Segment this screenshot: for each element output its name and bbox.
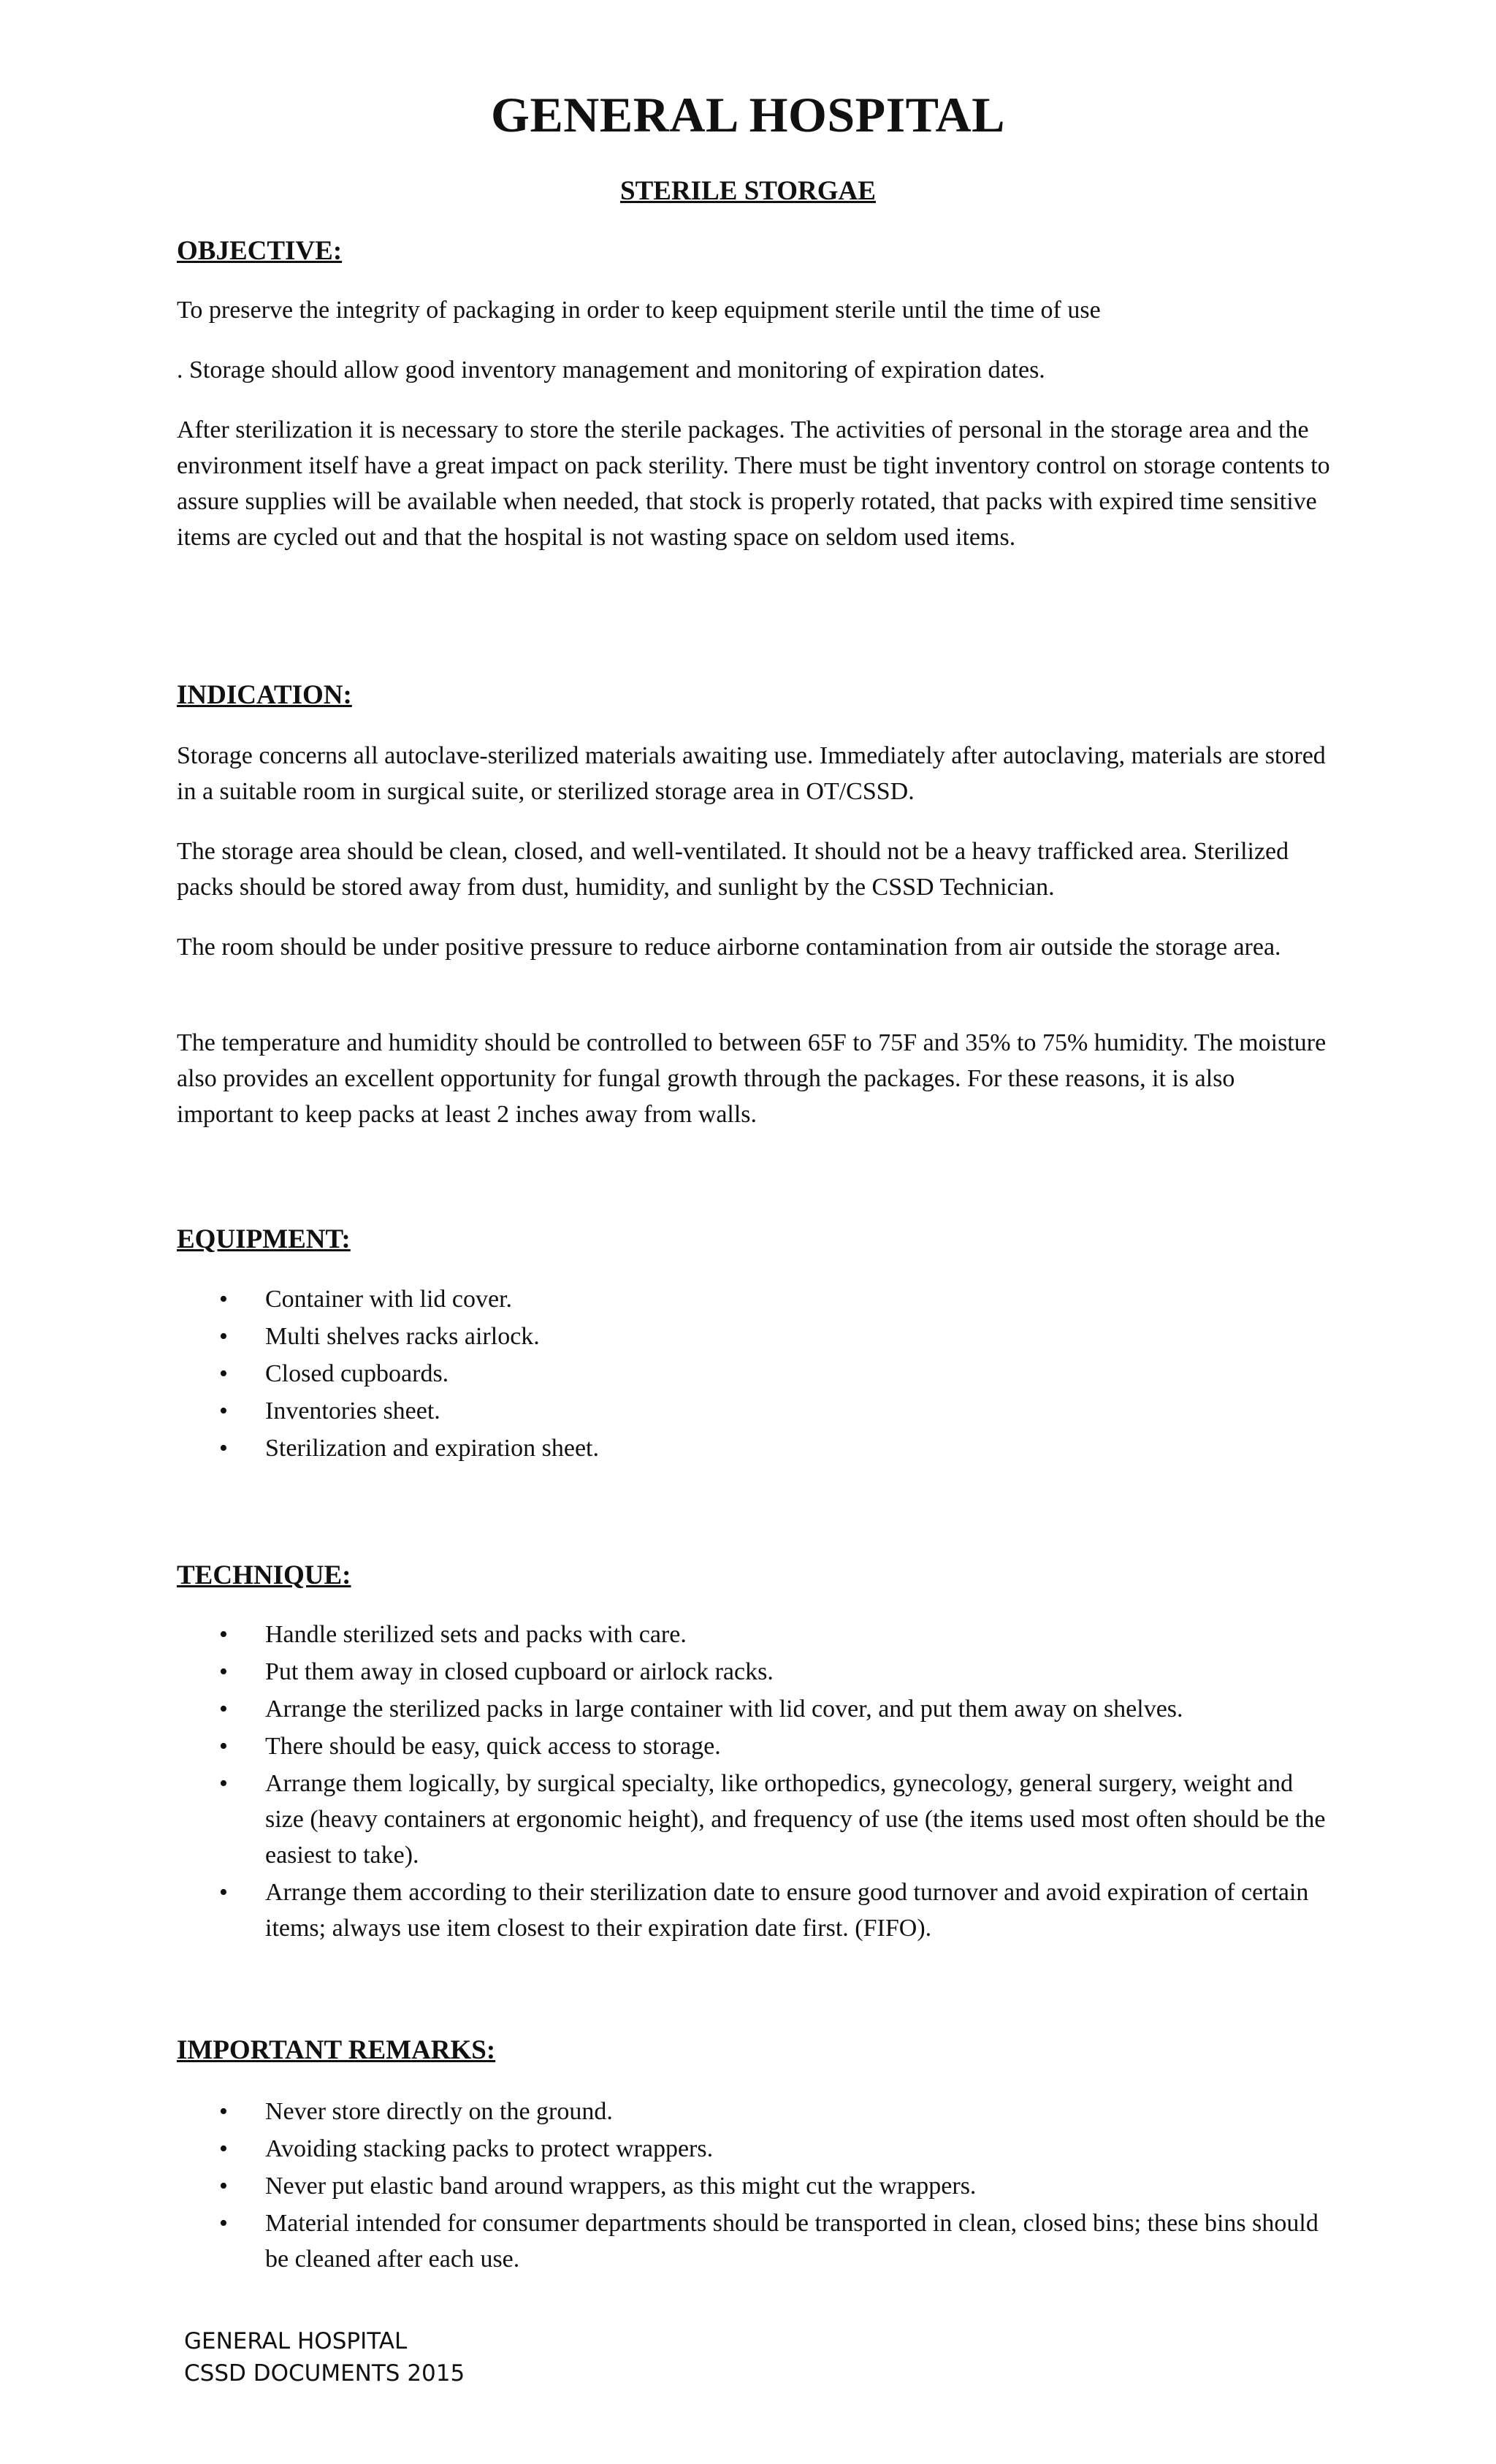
footer-line-2: CSSD DOCUMENTS 2015: [184, 2360, 465, 2387]
objective-paragraph-1: To preserve the integrity of packaging in order to keep equipment sterile until the time of use: [177, 297, 1101, 324]
objective-heading: OBJECTIVE:: [177, 236, 343, 266]
technique-heading: TECHNIQUE:: [177, 1560, 351, 1590]
list-item: • Arrange them logically, by surgical specialty, like orthopedics, gynecology, general surgery, weight and size (heavy containers at ergonomic height), and frequency of use (the items used most often should be the easiest to take).: [177, 1766, 1331, 1873]
list-item: • Multi shelves racks airlock.: [177, 1319, 1331, 1354]
footer: [184, 2325, 465, 2389]
list-item: • Handle sterilized sets and packs with care.: [177, 1617, 1331, 1652]
indication-paragraph-2: The storage area should be clean, closed, and well-ventilated. It should not be a heavy trafficked area. Sterilized packs should be stored away from dust, humidity, and sunlight by the CSSD Technician.: [177, 838, 1289, 901]
objective-paragraph-2: . Storage should allow good inventory management and monitoring of expiration dates.: [177, 356, 1045, 384]
list-item: • Arrange them according to their sterilization date to ensure good turnover and avoid expiration of certain items; always use item closest to their expiration date first. (FIFO).: [177, 1874, 1331, 1946]
objective-paragraph-3: After sterilization it is necessary to store the sterile packages. The activities of personal in the storage area and the environment itself have a great impact on pack sterility. There must be tight inventory control on storage contents to assure supplies will be available when needed, that stock is properly rotated, that packs with expired time sensitive items are cycled out and that the hospital is not wasting space on seldom used items.: [177, 416, 1330, 551]
important-remarks-heading: IMPORTANT REMARKS:: [177, 2035, 496, 2065]
important-remarks-list: [177, 2094, 1331, 2278]
list-item: • Arrange the sterilized packs in large container with lid cover, and put them away on shelves.: [177, 1691, 1331, 1727]
footer-line-1: GENERAL HOSPITAL: [184, 2328, 408, 2354]
technique-list: [177, 1617, 1331, 1948]
indication-heading: INDICATION:: [177, 680, 352, 710]
list-item: • Container with lid cover.: [177, 1281, 1331, 1317]
list-item: • Put them away in closed cupboard or airlock racks.: [177, 1654, 1331, 1690]
list-item: • Inventories sheet.: [177, 1393, 1331, 1429]
list-item: • Sterilization and expiration sheet.: [177, 1430, 1331, 1466]
list-item: • Never put elastic band around wrappers, as this might cut the wrappers.: [177, 2168, 1331, 2204]
page-title: GENERAL HOSPITAL: [491, 87, 1005, 142]
document-subtitle: STERILE STORGAE: [620, 176, 876, 206]
list-item: • There should be easy, quick access to storage.: [177, 1728, 1331, 1764]
list-item: • Never store directly on the ground.: [177, 2094, 1331, 2129]
equipment-list: [177, 1281, 1331, 1468]
list-item: • Avoiding stacking packs to protect wrappers.: [177, 2131, 1331, 2167]
indication-paragraph-3: The room should be under positive pressure to reduce airborne contamination from air outside the storage area.: [177, 934, 1281, 961]
list-item: • Material intended for consumer departments should be transported in clean, closed bins; these bins should be cleaned after each use.: [177, 2205, 1331, 2277]
indication-paragraph-1: Storage concerns all autoclave-sterilized materials awaiting use. Immediately after autoclaving, materials are stored in a suitable room in surgical suite, or sterilized storage area in OT/CSSD.: [177, 742, 1326, 805]
indication-paragraph-4: The temperature and humidity should be controlled to between 65F to 75F and 35% to 75% humidity. The moisture also provides an excellent opportunity for fungal growth through the packages. For these reasons, it is also important to keep packs at least 2 inches away from walls.: [177, 1029, 1327, 1128]
equipment-heading: EQUIPMENT:: [177, 1224, 351, 1254]
list-item: • Closed cupboards.: [177, 1356, 1331, 1392]
